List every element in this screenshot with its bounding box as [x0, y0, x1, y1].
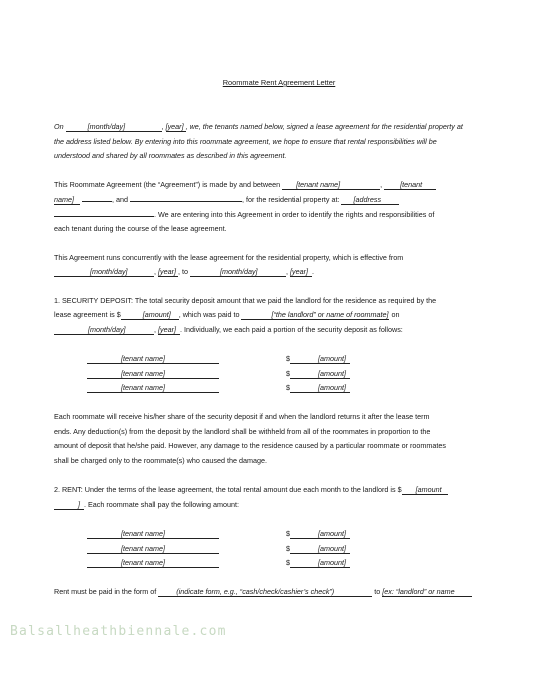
payment-form-field[interactable]: (indicate form, e.g., “cash/check/cashier’s check”) — [158, 587, 372, 597]
month-day-field[interactable]: [month/day] — [190, 267, 286, 277]
deposit-para-1: Each roommate will receive his/her share of the security deposit if and when the landlord returns it after the lease term — [54, 412, 430, 421]
payee-field[interactable]: [ex: “landlord” or name — [382, 587, 472, 597]
amount-field[interactable]: [amount] — [290, 529, 350, 539]
deposit-line-2: lease agreement is $ [amount] , which was paid to [“the landlord” or name of roommate] on — [54, 310, 400, 319]
tenant-name-field[interactable]: [tenant name] — [87, 383, 219, 393]
list-item — [87, 369, 219, 379]
intro-line-3: understood and shared by all roommates as described in this agreement. — [54, 151, 287, 160]
month-day-field[interactable]: [month/day] — [54, 267, 154, 277]
amount-field[interactable]: [amount] — [290, 383, 350, 393]
intro-on: On — [54, 122, 64, 131]
rent-line-2: ] . Each roommate shall pay the following amount: — [54, 500, 239, 510]
list-item: $ [amount] — [286, 354, 350, 364]
list-item — [87, 558, 219, 568]
year-field[interactable]: [year] — [158, 325, 180, 335]
list-item — [87, 544, 219, 554]
tenant-name-field[interactable]: [tenant — [384, 180, 436, 190]
tenant-name-field[interactable] — [82, 194, 112, 202]
list-item — [87, 383, 219, 393]
amount-field[interactable]: [amount] — [290, 558, 350, 568]
amount-field[interactable]: [amount] — [290, 544, 350, 554]
intro-line-1: On [month/day] , [year] , we, the tenants named below, signed a lease agreement for the residential property at — [54, 122, 463, 131]
address-cont-field[interactable] — [54, 209, 154, 217]
p1-line-4: each tenant during the course of the lease agreement. — [54, 224, 227, 233]
rent-amount-field[interactable]: [amount — [402, 485, 448, 495]
tenant-name-field[interactable]: [tenant name] — [87, 529, 219, 539]
amount-field[interactable]: [amount] — [290, 354, 350, 364]
p2-line-2: [month/day] , [year] , to [month/day] , [year] . — [54, 267, 314, 277]
rent-form-line: Rent must be paid in the form of (indicate form, e.g., “cash/check/cashier’s check”) to [ex: “landlord” or name — [54, 587, 472, 597]
month-day-field[interactable]: [month/day] — [66, 122, 162, 132]
address-field[interactable]: [address — [341, 195, 399, 205]
watermark: Balsallheathbiennale.com — [10, 624, 227, 639]
intro-text: , we, the tenants named below, signed a lease agreement for the residential property at — [185, 122, 463, 131]
list-item: $ [amount] — [286, 369, 350, 379]
list-item: $ [amount] — [286, 558, 350, 568]
month-day-field[interactable]: [month/day] — [54, 325, 154, 335]
amount-field[interactable]: [amount] — [290, 369, 350, 379]
p1-line-3: . We are entering into this Agreement in order to identify the rights and responsibilities of — [54, 209, 434, 219]
tenant-name-field[interactable]: [tenant name] — [282, 180, 380, 190]
p2-line-1: This Agreement runs concurrently with the lease agreement for the residential property, which is effective from — [54, 253, 404, 262]
year-field[interactable]: [year] — [290, 267, 312, 277]
list-item — [87, 529, 219, 539]
deposit-payee-field[interactable]: [“the landlord” or name of roommate] — [241, 310, 389, 320]
tenant-name-field[interactable]: [tenant name] — [87, 544, 219, 554]
deposit-line-3: [month/day] , [year] . Individually, we each paid a portion of the security deposit as follows: — [54, 325, 403, 335]
deposit-amount-field[interactable]: [amount] — [121, 310, 179, 320]
year-field[interactable]: [year] — [158, 267, 178, 277]
list-item: $ [amount] — [286, 544, 350, 554]
list-item: $ [amount] — [286, 529, 350, 539]
deposit-para-4: shall be charged only to the roommate(s) who caused the damage. — [54, 456, 267, 465]
tenant-name-field[interactable]: [tenant name] — [87, 369, 219, 379]
intro-line-2: the address listed below. By entering into this roommate agreement, we hope to ensure that rental responsibilities will be — [54, 137, 437, 146]
list-item: $ [amount] — [286, 383, 350, 393]
deposit-line-1: 1. SECURITY DEPOSIT: The total security deposit amount that we paid the landlord for the residence as required by the — [54, 296, 437, 305]
tenant-name-field[interactable]: [tenant name] — [87, 558, 219, 568]
tenant-name-cont[interactable]: name] — [54, 195, 80, 205]
deposit-para-3: amount of deposit that he/she paid. However, any damage to the residence caused by a particular roommate or roommates — [54, 441, 446, 450]
year-field[interactable]: [year] — [166, 122, 186, 132]
rent-line-1: 2. RENT: Under the terms of the lease agreement, the total rental amount due each month to the landlord is $ [amount — [54, 485, 448, 495]
document-title: Roommate Rent Agreement Letter — [222, 78, 336, 87]
p1-line-2: name] , and , for the residential property at: [address — [54, 194, 399, 205]
tenant-name-field[interactable]: [tenant name] — [87, 354, 219, 364]
list-item — [87, 354, 219, 364]
rent-amount-cont[interactable]: ] — [54, 500, 84, 510]
deposit-para-2: ends. Any deduction(s) from the deposit by the landlord shall be withheld from all of the roommates in proportion to the — [54, 427, 431, 436]
tenant-name-field[interactable] — [130, 194, 242, 202]
p1-line-1: This Roommate Agreement (the “Agreement”) is made by and between [tenant name] , [tenant — [54, 180, 436, 190]
